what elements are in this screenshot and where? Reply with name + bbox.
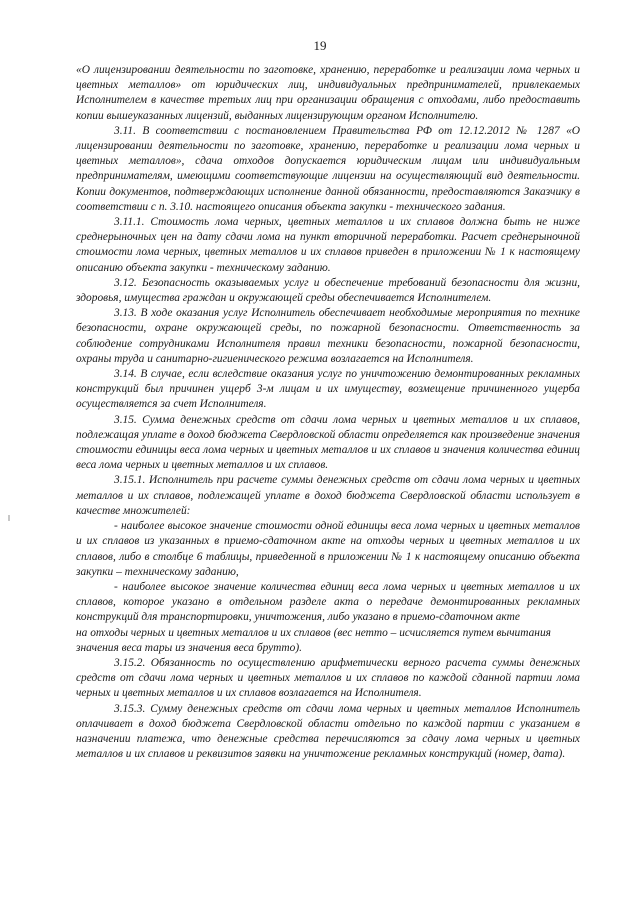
paragraph-intro: «О лицензировании деятельности по заготовке, хранению, переработке и реализации лома черных и цветных металлов» от юридических лиц, индивидуальных предпринимателей, привлекаемых Исполнителем в качестве третьих лиц при организации обращения с отходами, либо предоставить копии вышеуказанных лицензий, выданных лицензирующим органом Исполнителю. [76, 64, 580, 122]
document-body [76, 63, 580, 762]
paragraph-3-15-1: 3.15.1. Исполнитель при расчете суммы денежных средств от сдачи лома черных и цветных металлов и их сплавов, подлежащей уплате в доход бюджета Свердловской области использует в качестве множителей: [76, 474, 580, 517]
paragraph-3-11-1: 3.11.1. Стоимость лома черных, цветных металлов и их сплавов должна быть не ниже среднерыночных цен на дату сдачи лома на пункт вторичной переработки. Расчет среднерыночной стоимости лома черных, цветных металлов и их сплавов приведен в приложении № 1 к настоящему описанию объекта закупки - техническому заданию. [76, 216, 580, 274]
paragraph-3-15-3: 3.15.3. Сумму денежных средств от сдачи лома черных и цветных металлов Исполнитель оплачивает в доход бюджета Свердловской области отдельно по каждой партии с указанием в назначении платежа, что денежные средства перечисляются за сдачу лома черных и цветных металлов и их сплавов и реквизитов заявки на уничтожение рекламных конструкций (номер, дата). [76, 702, 580, 761]
list-item-highest-price: - наиболее высокое значение стоимости одной единицы веса лома черных и цветных металлов и их сплавов из указанных в приемо-сдаточном акте на отходы черных и цветных металлов и их сплавов, либо в столбце 6 таблицы, приведенной в приложении № 1 к настоящему описанию объекта закупки – техническому заданию, [76, 520, 580, 578]
paragraph-3-15: 3.15. Сумма денежных средств от сдачи лома черных и цветных металлов и их сплавов, подлежащая уплате в доход бюджета Свердловской области определяется как произведение значения стоимости единицы веса лома черных и цветных металлов и их сплавов и значения количества единиц веса лома черных и цветных металлов и их сплавов. [76, 413, 580, 472]
paragraph-3-11: 3.11. В соответствии с постановлением Правительства РФ от 12.12.2012 № 1287 «О лицензировании деятельности по заготовке, хранению, переработке и реализации лома черных и цветных металлов», сдача отходов допускается юридическим лицам или индивидуальным предпринимателям, имеющими соответствующие лицензии на осуществляющий вид деятельности. Копии документов, подтверждающих исполнение данной обязанности, предоставляются Заказчику в соответствии с п. 3.10. настоящего описания объекта закупки - технического задания. [76, 124, 580, 213]
list-item-highest-quantity: - наиболее высокое значение количества единиц веса лома черных и цветных металлов и их сплавов, которое указано в отдельном разделе акта о передаче демонтированных рекламных конструкций для транспортировки, уничтожения, либо указано в приемо-сдаточном акте [76, 580, 580, 624]
paragraph-3-12: 3.12. Безопасность оказываемых услуг и обеспечение требований безопасности для жизни, здоровья, имущества граждан и окружающей среды обеспечивается Исполнителем. [76, 276, 580, 305]
paragraph-3-13: 3.13. В ходе оказания услуг Исполнитель обеспечивает необходимые мероприятия по технике безопасности, охране окружающей среды, по пожарной безопасности. Ответственность за соблюдение сотрудниками Исполнителя правил техники безопасности, пожарной безопасности, охраны труда и санитарно-гигиенического режима возлагается на Исполнителя. [76, 307, 580, 365]
paragraph-3-14: 3.14. В случае, если вследствие оказания услуг по уничтожению демонтированных рекламных конструкций был причинен ущерб 3-м лицам и их имуществу, возмещение причиненного ущерба осуществляется за счет Исполнителя. [76, 368, 580, 411]
paragraph-3-15-2: 3.15.2. Обязанность по осуществлению арифметически верного расчета суммы денежных средств от сдачи лома черных и цветных металлов и их сплавов по каждой сданной партии лома черных и цветных металлов и их сплавов возлагается на Исполнителя. [76, 656, 580, 700]
page-number: 19 [313, 38, 327, 53]
scan-artifact [8, 515, 10, 521]
paragraph-net-weight: на отходы черных и цветных металлов и их сплавов (вес нетто – исчисляется путем вычитания значения веса тары из значения веса брутто). [76, 626, 551, 654]
